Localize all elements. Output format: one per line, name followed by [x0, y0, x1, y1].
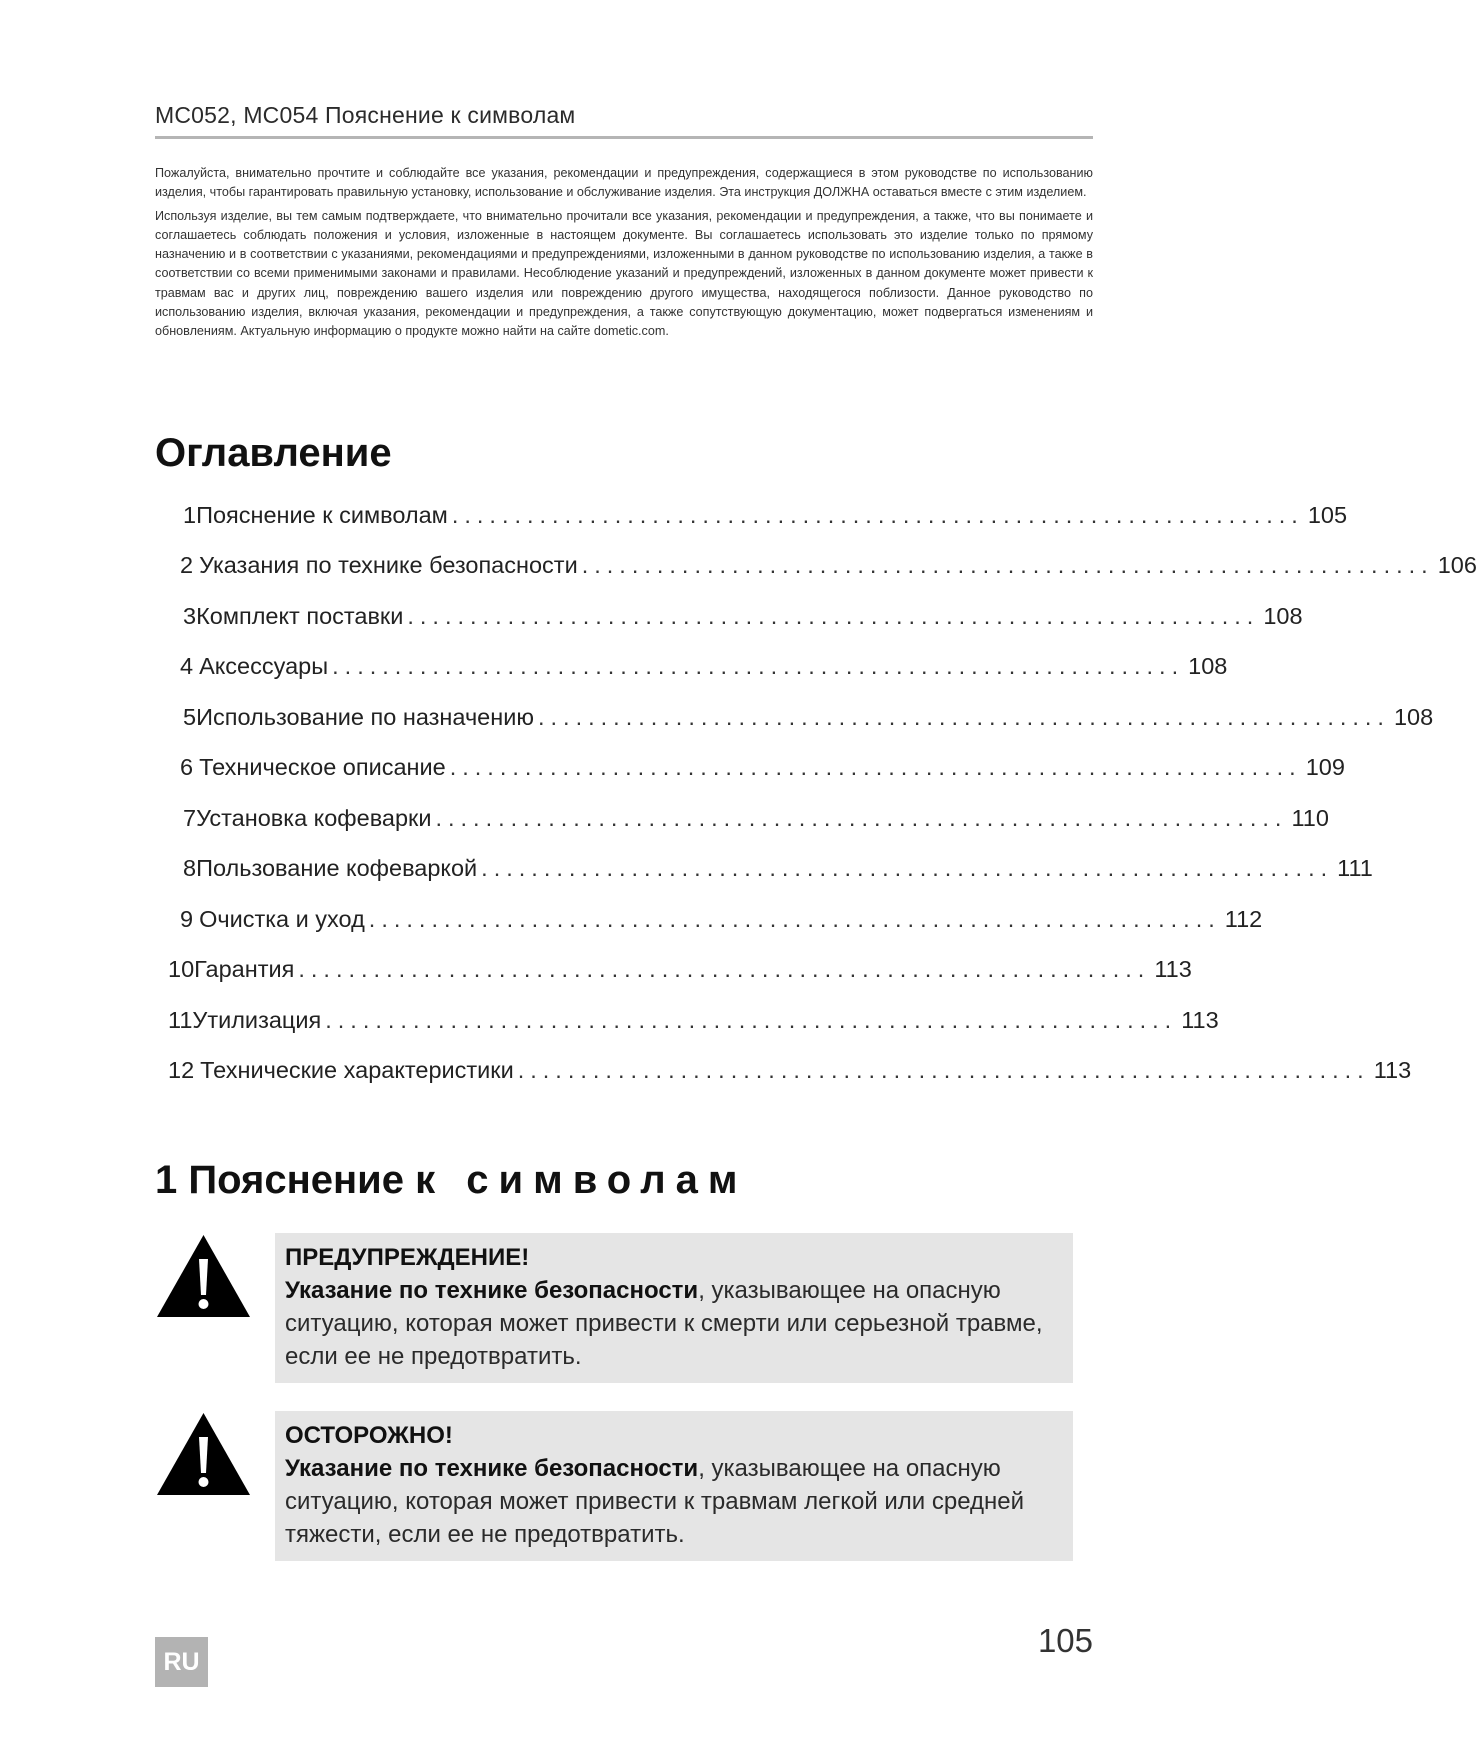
toc-item[interactable] [155, 894, 1263, 945]
intro-paragraph-1: Пожалуйста, внимательно прочтите и соблюдайте все указания, рекомендации и предупреждения, содержащиеся в этом руководстве по использованию изделия, чтобы гарантировать правильную установку, использование и обслуживание изделия. Эта инструкция ДОЛЖНА оставаться вместе с этим изделием. [155, 166, 1093, 200]
warning-body [285, 1274, 1063, 1373]
caution-note [155, 1411, 1093, 1561]
toc-item-label: Указания по технике безопасности [199, 552, 578, 579]
toc-item-number: 3 [183, 602, 197, 629]
toc-item[interactable] [155, 945, 1192, 996]
toc-item[interactable] [155, 642, 1228, 693]
toc-leader-dots: .................................................................... [325, 1006, 1178, 1033]
toc-item-number: 10 [168, 956, 195, 983]
toc-item[interactable] [155, 490, 1348, 541]
toc-item-label: Утилизация [192, 1006, 322, 1033]
warning-body-bold: Указание по технике безопасности [285, 1277, 699, 1304]
toc-item-label: Гарантия [194, 956, 295, 983]
header-title: MC052, MC054 Пояснение к символам [155, 102, 576, 128]
toc-leader-dots: .................................................................... [368, 905, 1221, 932]
toc-item-page: 111 [1337, 855, 1373, 882]
header-rule [155, 136, 1093, 139]
toc-item-page: 110 [1291, 804, 1329, 831]
toc-item-page: 112 [1224, 905, 1263, 932]
toc-leader-dots: .................................................................... [449, 754, 1302, 781]
toc-item-number: 8 [183, 855, 197, 882]
toc-item-label: Аксессуары [199, 653, 329, 680]
toc-leader-dots: .................................................................... [517, 1057, 1370, 1084]
toc-item-number: 6 [180, 754, 194, 781]
warning-triangle-icon [155, 1411, 252, 1497]
toc-leader-dots: .................................................................... [435, 804, 1288, 831]
toc-item-number: 5 [183, 703, 197, 730]
warning-heading: ПРЕДУПРЕЖДЕНИЕ! [285, 1244, 530, 1271]
caution-heading: ОСТОРОЖНО! [285, 1422, 453, 1449]
toc-item-number: 1 [183, 501, 197, 528]
toc-item-page: 108 [1263, 602, 1303, 629]
toc-item[interactable] [155, 541, 1477, 592]
toc-item[interactable] [155, 1046, 1412, 1097]
toc-item-label: Технические характеристики [200, 1057, 514, 1084]
warning-note-box [275, 1233, 1073, 1383]
toc-item[interactable] [155, 743, 1345, 794]
section-1-title-spaced: к символам [415, 1158, 748, 1202]
toc-item[interactable] [155, 692, 1434, 743]
section-1-title [155, 1155, 747, 1205]
toc-title: Оглавление [155, 431, 392, 475]
toc-item-page: 105 [1307, 501, 1348, 528]
toc-item-label: Установка кофеварки [196, 804, 432, 831]
toc-item-label: Очистка и уход [199, 905, 365, 932]
toc-item-number: 9 [180, 905, 194, 932]
toc-item-number: 12 [168, 1057, 195, 1084]
toc-leader-dots: .................................................................... [451, 501, 1304, 528]
toc-item-label: Пользование кофеваркой [196, 855, 478, 882]
toc-item-number: 2 [180, 552, 194, 579]
toc-item-page: 113 [1154, 956, 1192, 983]
toc-item-label: Пояснение к символам [196, 501, 448, 528]
toc-item-page: 108 [1188, 653, 1228, 680]
warning-body-text: , указывающее на опасную ситуацию, которая может привести к смерти или серьезной травме, если ее не предотвратить. [285, 1277, 1043, 1370]
warning-triangle-icon [155, 1233, 252, 1319]
intro-paragraph-2: Используя изделие, вы тем самым подтверждаете, что внимательно прочитали все указания, рекомендации и предупреждения, а также, что вы понимаете и соглашаетесь соблюдать положения и условия, изложенные в настоящем документе. Вы соглашаетесь использовать это изделие только по прямому назначению и в соответствии с указаниями, рекомендациями и предупреждениями, изложенными в данном руководстве по использованию изделия, а также в соответствии со всеми применимыми законами и правилами. Несоблюдение указаний и предупреждений, изложенных в данном документе может привести к травмам вас и других лиц, повреждению вашего изделия или повреждению другого имущества, находящегося поблизости. Данное руководство по использованию изделия, включая указания, рекомендации и предупреждения, а также сопутствующую документацию, может подвергаться изменениям и обновлениям. Актуальную информацию о продукте можно найти на сайте dometic.com. [155, 208, 1093, 339]
toc-item-label: Использование по назначению [196, 703, 534, 730]
caution-note-box [275, 1411, 1073, 1561]
caution-body-bold: Указание по технике безопасности [285, 1455, 699, 1482]
toc-item[interactable] [155, 793, 1329, 844]
toc-item-page: 113 [1181, 1006, 1219, 1033]
toc-item-number: 4 [180, 653, 194, 680]
toc-item-number: 11 [168, 1006, 193, 1033]
toc-leader-dots: .................................................................... [298, 956, 1151, 983]
section-1-title-main: 1 Пояснение [155, 1158, 405, 1202]
toc-item-page: 109 [1305, 754, 1345, 781]
caution-body [285, 1452, 1063, 1551]
toc-leader-dots: .................................................................... [407, 602, 1260, 629]
toc-leader-dots: .................................................................... [537, 703, 1390, 730]
table-of-contents [155, 490, 1477, 1096]
toc-item-number: 7 [183, 804, 197, 831]
toc-leader-dots: .................................................................... [332, 653, 1185, 680]
toc-item-page: 106 [1437, 552, 1477, 579]
toc-item[interactable] [155, 591, 1303, 642]
toc-item[interactable] [155, 995, 1219, 1046]
intro-text [155, 164, 1093, 346]
language-badge: RU [155, 1637, 208, 1687]
page-header [155, 100, 1093, 139]
toc-leader-dots: .................................................................... [581, 552, 1434, 579]
toc-item-label: Техническое описание [199, 754, 446, 781]
toc-item-page: 108 [1393, 703, 1434, 730]
toc-leader-dots: .................................................................... [481, 855, 1334, 882]
page-number: 105 [1037, 1622, 1093, 1659]
toc-item-label: Комплект поставки [196, 602, 404, 629]
warning-note [155, 1233, 1093, 1383]
caution-body-text: , указывающее на опасную ситуацию, которая может привести к травмам легкой или средней тяжести, если ее не предотвратить. [285, 1455, 1025, 1548]
toc-item-page: 113 [1373, 1057, 1412, 1084]
toc-item[interactable] [155, 844, 1373, 895]
